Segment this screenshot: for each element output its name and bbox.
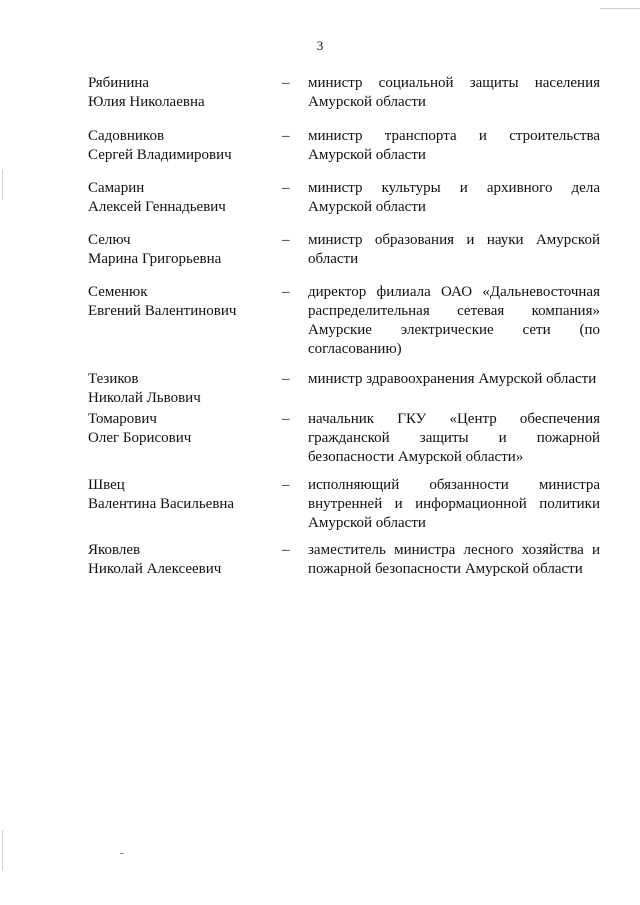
member-name [88,476,278,514]
member-surname: Семенюк [88,284,148,300]
scan-edge-mark [2,170,3,200]
member-position: министр социальной защиты населения Амурской области [308,75,600,110]
member-surname: Тезиков [88,371,139,387]
member-surname: Рябинина [88,75,150,91]
member-given-names: Николай Львович [88,390,201,406]
member-position: исполняющий обязанности министра внутренней и информационной политики Амурской области [308,477,600,531]
entry-dash: – [282,477,290,493]
scan-edge-line [600,8,640,9]
member-position: министр транспорта и строительства Амурской области [308,128,600,163]
member-given-names: Марина Григорьевна [88,251,222,267]
member-name [88,283,278,321]
entry-dash: – [282,371,290,387]
member-position: министр культуры и архивного дела Амурской области [308,180,600,215]
member-name [88,541,278,579]
entry-dash: – [282,232,290,248]
member-given-names: Юлия Николаевна [88,94,205,110]
member-given-names: Олег Борисович [88,430,192,446]
page-number: 3 [316,38,324,53]
member-given-names: Сергей Владимирович [88,147,232,163]
member-surname: Садовников [88,128,165,144]
member-name [88,370,278,408]
member-surname: Самарин [88,180,145,196]
entry-dash: – [282,411,290,427]
entry-dash: – [282,128,290,144]
member-given-names: Валентина Васильевна [88,496,235,512]
entry-dash: – [282,542,290,558]
member-surname: Яковлев [88,542,141,558]
member-surname: Селюч [88,232,131,248]
entry-dash: – [282,75,290,91]
member-position: заместитель министра лесного хозяйства и пожарной безопасности Амурской области [308,542,600,577]
member-given-names: Евгений Валентинович [88,303,237,319]
scan-edge-mark [2,830,3,870]
member-surname: Томарович [88,411,157,427]
member-name [88,410,278,448]
member-name [88,231,278,269]
member-surname: Швец [88,477,125,493]
member-name [88,179,278,217]
member-name [88,127,278,165]
member-position: директор филиала ОАО «Дальневосточная распределительная сетевая компания» Амурские электрические сети (по согласованию) [308,284,600,357]
member-position: министр здравоохранения Амурской области [308,371,597,387]
member-given-names: Алексей Геннадьевич [88,199,226,215]
entry-dash: – [282,284,290,300]
member-position: начальник ГКУ «Центр обеспечения гражданской защиты и пожарной безопасности Амурской области» [308,411,600,465]
member-position: министр образования и науки Амурской области [308,232,600,267]
member-given-names: Николай Алексеевич [88,561,222,577]
member-name [88,74,278,112]
scan-speck [120,853,124,854]
entry-dash: – [282,180,290,196]
